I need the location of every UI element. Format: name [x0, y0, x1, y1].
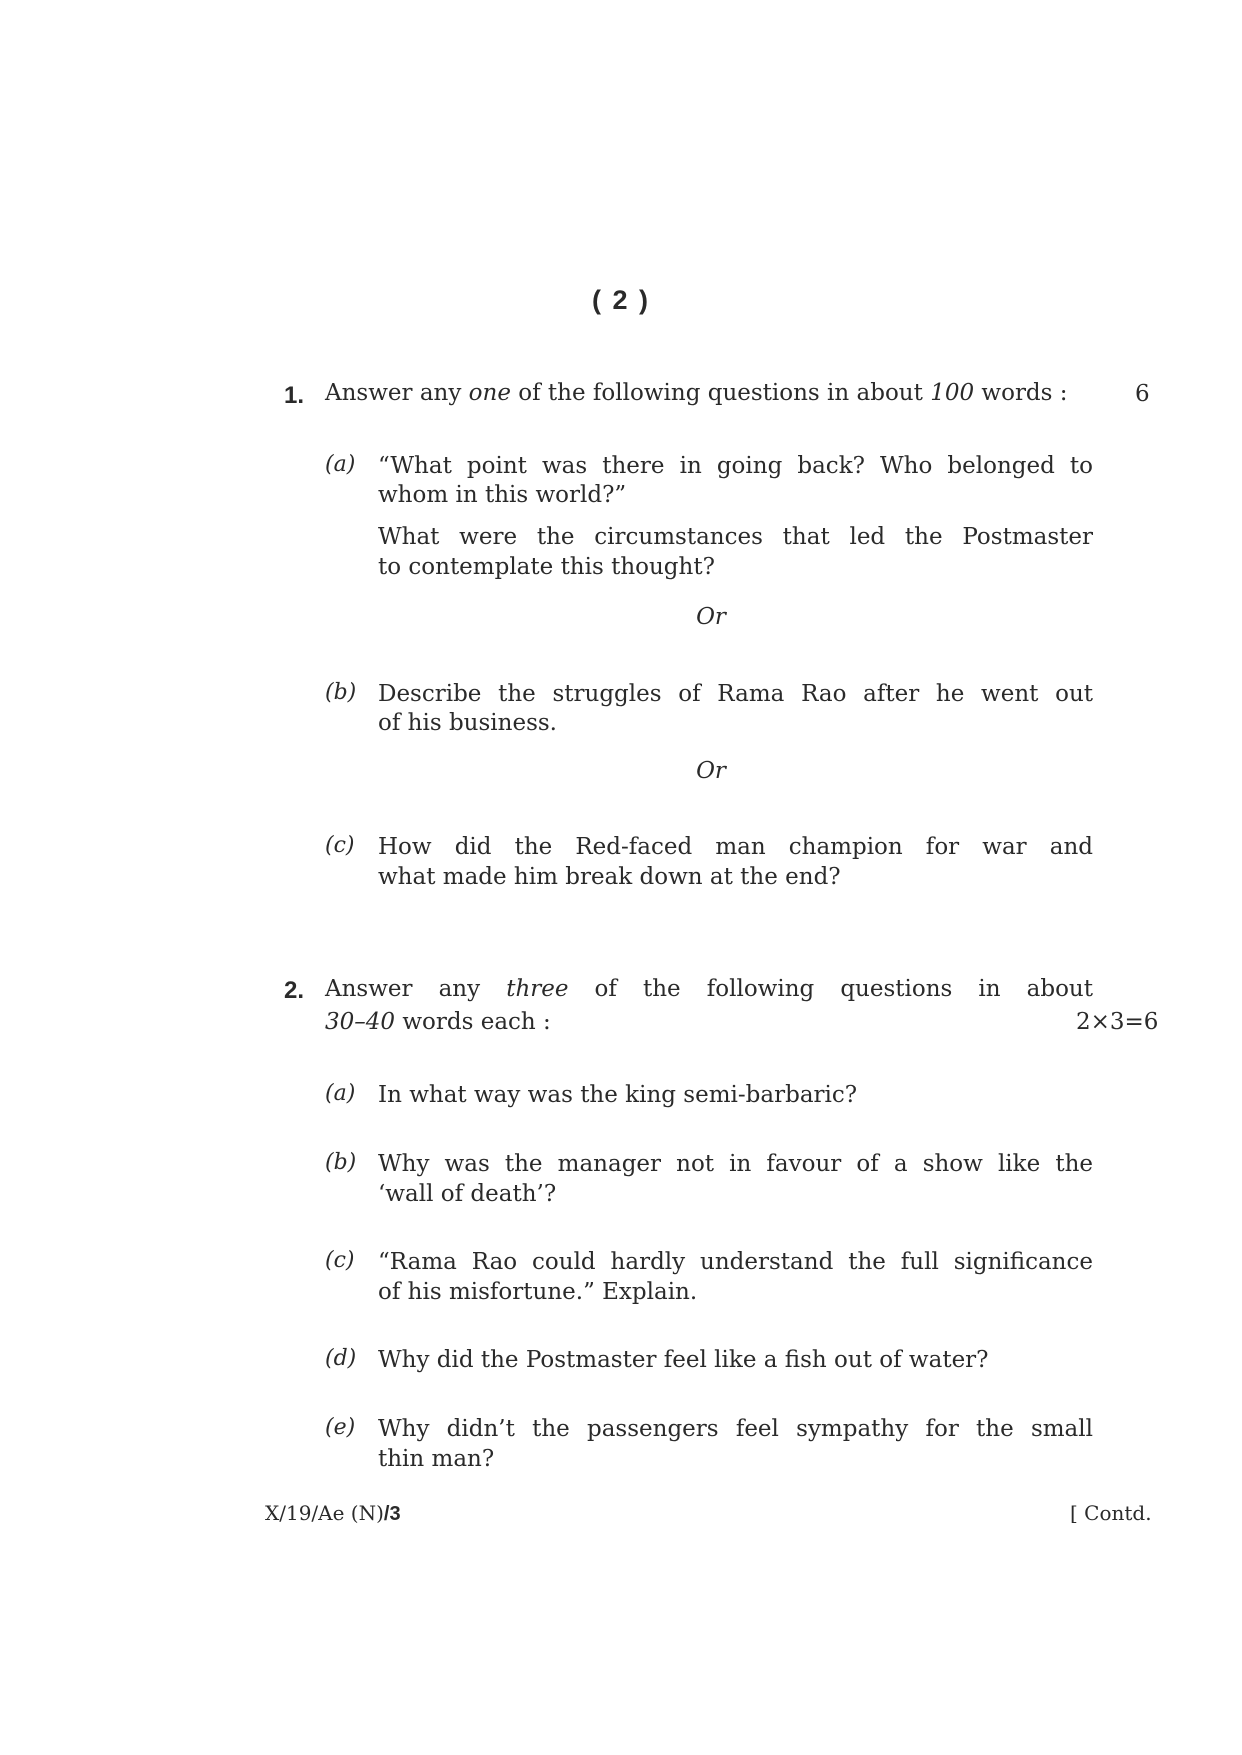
q1-a-line2: whom in this world?” — [378, 482, 627, 508]
q2-e-line2: thin man? — [378, 1446, 495, 1472]
q1-or-2: Or — [696, 758, 726, 784]
footer-code: X/19/Ae (N)/3 — [265, 1501, 401, 1525]
question-2-stem-line2: 30–40 words each : — [325, 1009, 551, 1035]
question-1-marks: 6 — [1135, 381, 1150, 407]
q2-b-line1: Why was the manager not in favour of a show like the — [378, 1151, 1093, 1177]
footer-contd: [ Contd. — [1070, 1501, 1152, 1525]
question-1-number: 1. — [284, 382, 305, 409]
q1-b-line1: Describe the struggles of Rama Rao after he went out — [378, 681, 1093, 707]
q2-b-line2: ‘wall of death’? — [378, 1181, 557, 1207]
q1-c-label: (c) — [325, 833, 355, 858]
q1-b-line2: of his business. — [378, 710, 557, 736]
question-2-marks: 2×3=6 — [1076, 1009, 1159, 1035]
question-1-stem: Answer any one of the following questions in about 100 words : — [325, 380, 1068, 406]
q2-e-line1: Why didn’t the passengers feel sympathy for the small — [378, 1416, 1093, 1442]
q1-or-1: Or — [696, 604, 726, 630]
q1-a-line3: What were the circumstances that led the Postmaster — [378, 524, 1093, 550]
q1-c-line1: How did the Red-faced man champion for war and — [378, 834, 1093, 860]
q2-d-label: (d) — [325, 1346, 357, 1371]
q2-c-line1: “Rama Rao could hardly understand the full significance — [378, 1249, 1093, 1275]
q2-a-line1: In what way was the king semi-barbaric? — [378, 1082, 858, 1108]
page-number: ( 2 ) — [591, 285, 650, 315]
question-2-stem-line1: Answer any three of the following questions in about — [325, 976, 1093, 1002]
q2-e-label: (e) — [325, 1415, 356, 1440]
q2-b-label: (b) — [325, 1150, 357, 1175]
q1-c-line2: what made him break down at the end? — [378, 864, 841, 890]
q2-d-line1: Why did the Postmaster feel like a fish out of water? — [378, 1347, 989, 1373]
question-2-number: 2. — [284, 977, 305, 1004]
q2-c-line2: of his misfortune.” Explain. — [378, 1279, 698, 1305]
q2-a-label: (a) — [325, 1081, 356, 1106]
q1-a-label: (a) — [325, 452, 356, 477]
q1-a-line1: “What point was there in going back? Who belonged to — [378, 453, 1093, 479]
q2-c-label: (c) — [325, 1248, 355, 1273]
q1-b-label: (b) — [325, 680, 357, 705]
q1-a-line4: to contemplate this thought? — [378, 554, 715, 580]
